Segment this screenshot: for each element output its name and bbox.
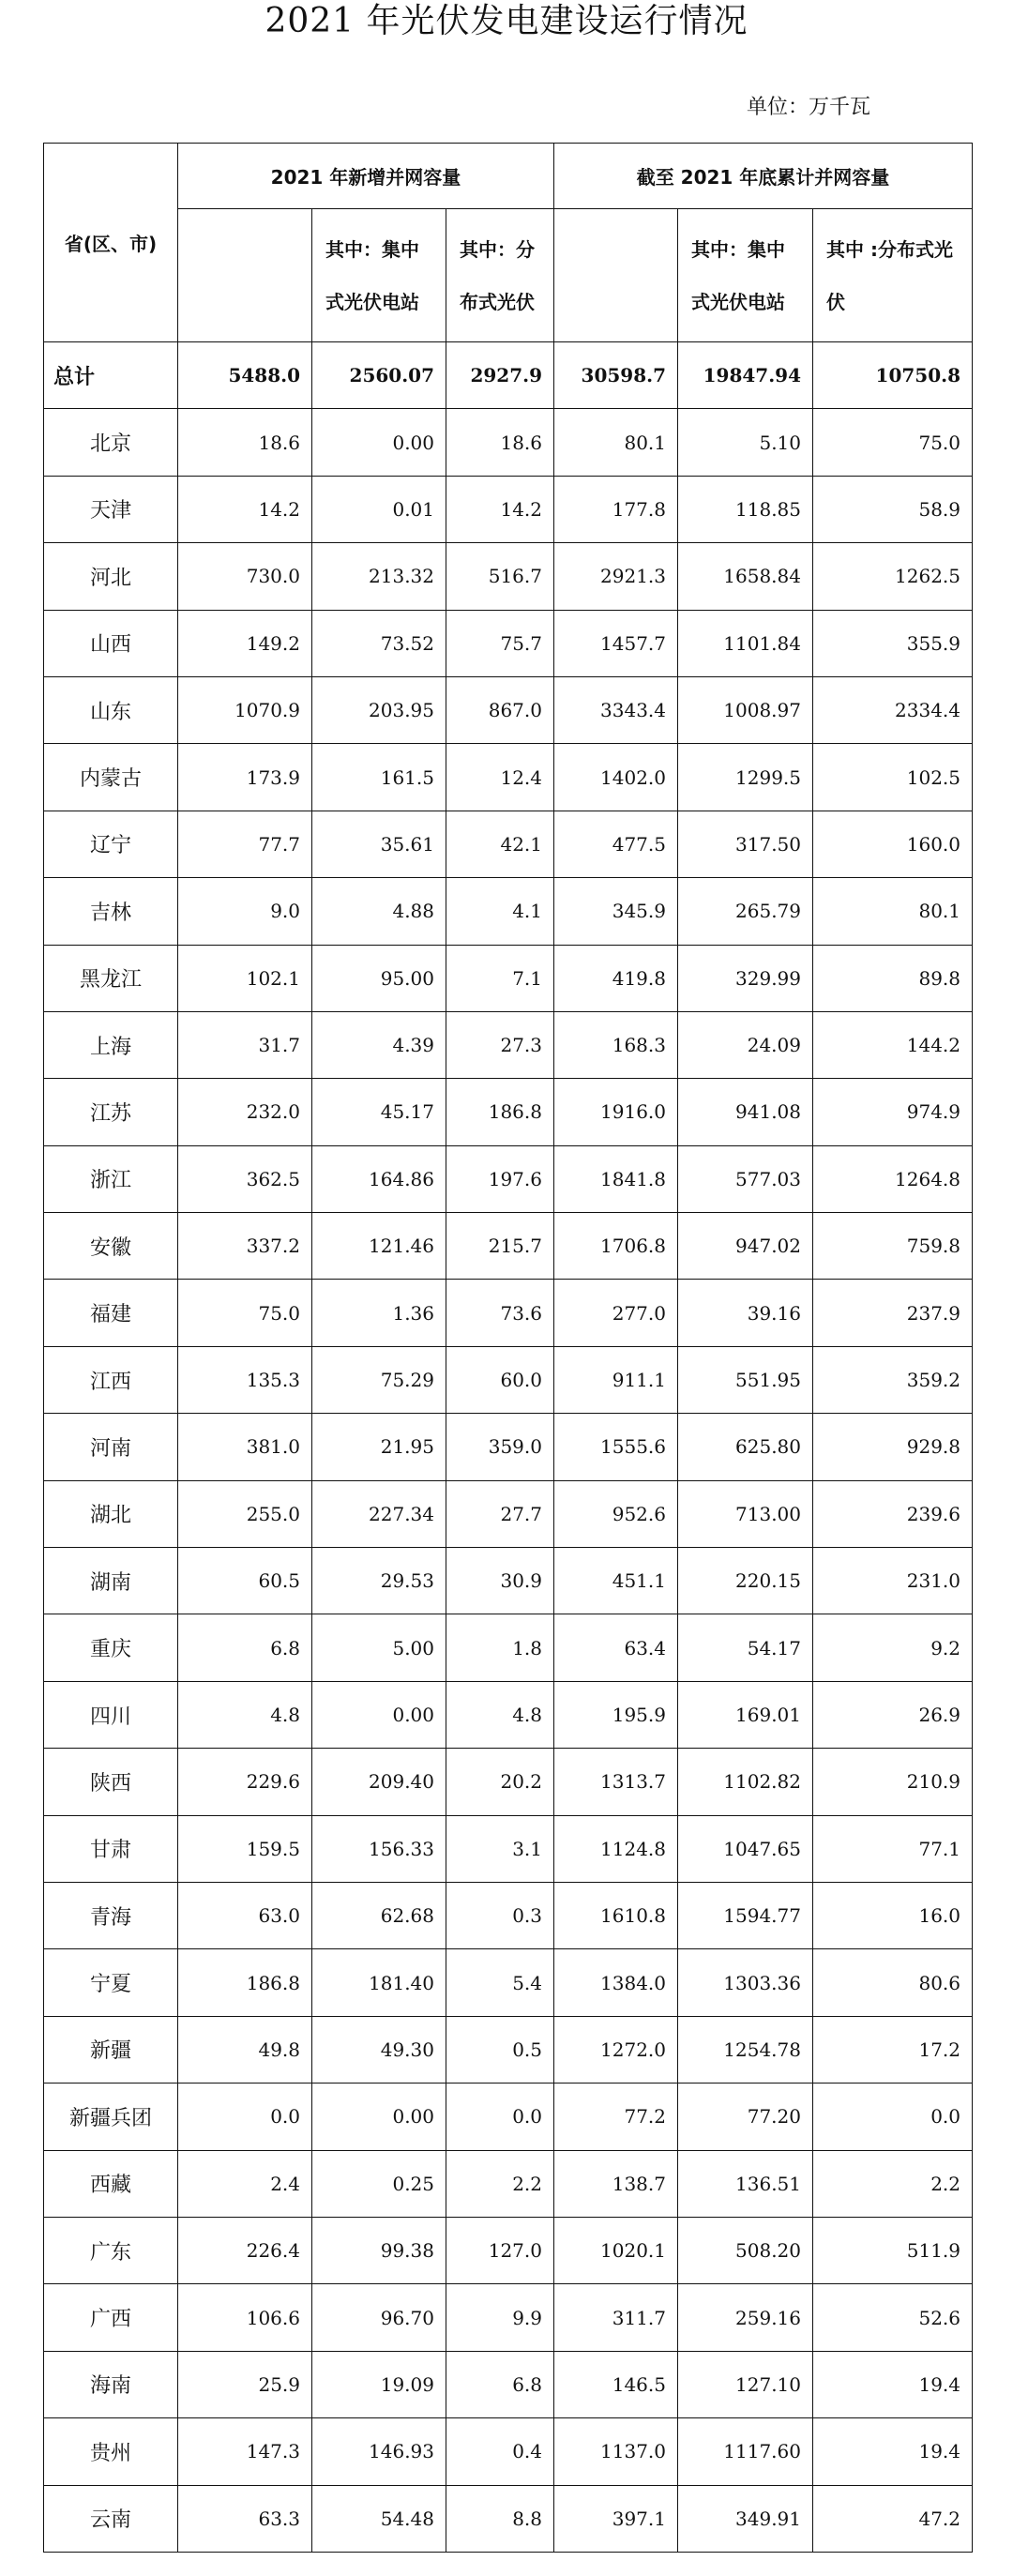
new-total-cell: 255.0: [178, 1480, 312, 1547]
cum-dist-cell: 239.6: [813, 1480, 973, 1547]
cum-dist-cell: 52.6: [813, 2284, 973, 2351]
cum-central-cell: 1594.77: [678, 1882, 813, 1948]
new-total-cell: 9.0: [178, 878, 312, 945]
cum-dist-cell: 974.9: [813, 1079, 973, 1145]
new-dist-cell: 60.0: [446, 1346, 554, 1413]
capacity-table: [43, 143, 973, 2553]
new-central-cell: 0.00: [312, 2084, 446, 2150]
cum-central-cell: 265.79: [678, 878, 813, 945]
new-central-cell: 2560.07: [312, 342, 446, 409]
cumulative-central-header: 其中：集中式光伏电站: [678, 209, 813, 342]
region-name-cell: 黑龙江: [44, 945, 178, 1011]
cum-dist-cell: 102.5: [813, 744, 973, 811]
region-column-header: 省(区、市): [44, 144, 178, 342]
cum-central-cell: 1101.84: [678, 610, 813, 676]
new-total-cell: 730.0: [178, 543, 312, 610]
cum-central-cell: 329.99: [678, 945, 813, 1011]
cum-total-cell: 30598.7: [554, 342, 678, 409]
cum-central-cell: 577.03: [678, 1145, 813, 1212]
table-row: [44, 2418, 973, 2485]
new-dist-cell: 30.9: [446, 1548, 554, 1614]
cum-total-cell: 77.2: [554, 2084, 678, 2150]
region-name-cell: 新疆: [44, 2016, 178, 2083]
cum-total-cell: 397.1: [554, 2485, 678, 2552]
cum-central-cell: 508.20: [678, 2217, 813, 2283]
table-row: [44, 543, 973, 610]
region-name-cell: 吉林: [44, 878, 178, 945]
table-row: [44, 2150, 973, 2217]
cum-total-cell: 1020.1: [554, 2217, 678, 2283]
new-central-cell: 99.38: [312, 2217, 446, 2283]
cum-central-cell: 1254.78: [678, 2016, 813, 2083]
new-dist-cell: 6.8: [446, 2351, 554, 2417]
new-capacity-group-header: 2021 年新增并网容量: [178, 144, 554, 209]
table-row: [44, 476, 973, 542]
new-dist-cell: 12.4: [446, 744, 554, 811]
region-name-cell: 安徽: [44, 1213, 178, 1280]
region-name-cell: 福建: [44, 1280, 178, 1346]
table-row: [44, 1213, 973, 1280]
new-central-cell: 0.01: [312, 476, 446, 542]
cum-central-cell: 317.50: [678, 811, 813, 877]
new-central-cell: 95.00: [312, 945, 446, 1011]
table-row: [44, 1749, 973, 1815]
cum-total-cell: 168.3: [554, 1011, 678, 1078]
region-name-cell: 湖北: [44, 1480, 178, 1547]
new-dist-cell: 4.1: [446, 878, 554, 945]
cum-total-cell: 1137.0: [554, 2418, 678, 2485]
cum-total-cell: 177.8: [554, 476, 678, 542]
new-central-header: 其中：集中式光伏电站: [312, 209, 446, 342]
region-name-cell: 湖南: [44, 1548, 178, 1614]
new-central-cell: 49.30: [312, 2016, 446, 2083]
new-central-cell: 4.88: [312, 878, 446, 945]
new-central-cell: 5.00: [312, 1614, 446, 1681]
cum-central-cell: 551.95: [678, 1346, 813, 1413]
region-name-cell: 北京: [44, 409, 178, 476]
new-total-cell: 18.6: [178, 409, 312, 476]
cum-central-cell: 259.16: [678, 2284, 813, 2351]
new-dist-cell: 516.7: [446, 543, 554, 610]
cum-total-cell: 1841.8: [554, 1145, 678, 1212]
new-dist-cell: 5.4: [446, 1949, 554, 2016]
cum-central-cell: 24.09: [678, 1011, 813, 1078]
new-total-cell: 4.8: [178, 1681, 312, 1748]
region-name-cell: 内蒙古: [44, 744, 178, 811]
table-row: [44, 1480, 973, 1547]
cum-central-cell: 947.02: [678, 1213, 813, 1280]
new-total-cell: 226.4: [178, 2217, 312, 2283]
new-dist-cell: 0.0: [446, 2084, 554, 2150]
table-row: [44, 1346, 973, 1413]
new-dist-cell: 127.0: [446, 2217, 554, 2283]
region-name-cell: 新疆兵团: [44, 2084, 178, 2150]
new-central-cell: 73.52: [312, 610, 446, 676]
region-name-cell: 青海: [44, 1882, 178, 1948]
new-total-cell: 159.5: [178, 1815, 312, 1882]
new-central-cell: 209.40: [312, 1749, 446, 1815]
new-total-cell: 5488.0: [178, 342, 312, 409]
cum-dist-cell: 0.0: [813, 2084, 973, 2150]
total-row: [44, 342, 973, 409]
new-dist-cell: 1.8: [446, 1614, 554, 1681]
cum-dist-cell: 19.4: [813, 2351, 973, 2417]
table-row: [44, 2016, 973, 2083]
cum-total-cell: 345.9: [554, 878, 678, 945]
cum-central-cell: 1303.36: [678, 1949, 813, 2016]
cumulative-distributed-header: 其中 :分布式光伏: [813, 209, 973, 342]
cum-dist-cell: 359.2: [813, 1346, 973, 1413]
cum-total-cell: 1272.0: [554, 2016, 678, 2083]
cum-total-cell: 1916.0: [554, 1079, 678, 1145]
cum-total-cell: 1555.6: [554, 1414, 678, 1480]
cum-central-cell: 127.10: [678, 2351, 813, 2417]
table-row: [44, 2485, 973, 2552]
new-dist-cell: 14.2: [446, 476, 554, 542]
cum-dist-cell: 19.4: [813, 2418, 973, 2485]
cum-dist-cell: 58.9: [813, 476, 973, 542]
new-total-cell: 0.0: [178, 2084, 312, 2150]
new-dist-cell: 8.8: [446, 2485, 554, 2552]
new-dist-cell: 215.7: [446, 1213, 554, 1280]
table-row: [44, 1280, 973, 1346]
table-row: [44, 945, 973, 1011]
region-name-cell: 河北: [44, 543, 178, 610]
new-total-cell: 229.6: [178, 1749, 312, 1815]
cum-dist-cell: 80.1: [813, 878, 973, 945]
cum-total-cell: 63.4: [554, 1614, 678, 1681]
new-distributed-header: 其中：分布式光伏: [446, 209, 554, 342]
region-name-cell: 西藏: [44, 2150, 178, 2217]
table-body: [44, 342, 973, 2553]
cum-total-cell: 2921.3: [554, 543, 678, 610]
new-total-cell: 63.3: [178, 2485, 312, 2552]
new-dist-cell: 9.9: [446, 2284, 554, 2351]
new-total-cell: 381.0: [178, 1414, 312, 1480]
cum-dist-cell: 144.2: [813, 1011, 973, 1078]
new-central-cell: 121.46: [312, 1213, 446, 1280]
new-total-cell: 75.0: [178, 1280, 312, 1346]
new-dist-cell: 18.6: [446, 409, 554, 476]
new-total-cell: 63.0: [178, 1882, 312, 1948]
cum-total-cell: 80.1: [554, 409, 678, 476]
cum-dist-cell: 89.8: [813, 945, 973, 1011]
new-central-cell: 96.70: [312, 2284, 446, 2351]
unit-label: 单位：万千瓦: [747, 96, 871, 119]
cum-dist-cell: 1262.5: [813, 543, 973, 610]
new-central-cell: 0.00: [312, 1681, 446, 1748]
cum-total-cell: 146.5: [554, 2351, 678, 2417]
table-row: [44, 1614, 973, 1681]
cum-dist-cell: 160.0: [813, 811, 973, 877]
new-dist-cell: 2.2: [446, 2150, 554, 2217]
table-row: [44, 1949, 973, 2016]
region-name-cell: 广东: [44, 2217, 178, 2283]
cum-total-cell: 952.6: [554, 1480, 678, 1547]
cum-central-cell: 118.85: [678, 476, 813, 542]
new-central-cell: 181.40: [312, 1949, 446, 2016]
cum-dist-cell: 231.0: [813, 1548, 973, 1614]
cum-central-cell: 1299.5: [678, 744, 813, 811]
cum-dist-cell: 1264.8: [813, 1145, 973, 1212]
cum-total-cell: 277.0: [554, 1280, 678, 1346]
new-central-cell: 213.32: [312, 543, 446, 610]
cum-dist-cell: 26.9: [813, 1681, 973, 1748]
new-central-cell: 0.25: [312, 2150, 446, 2217]
cum-total-cell: 1124.8: [554, 1815, 678, 1882]
cum-dist-cell: 355.9: [813, 610, 973, 676]
region-name-cell: 天津: [44, 476, 178, 542]
new-dist-cell: 0.4: [446, 2418, 554, 2485]
region-name-cell: 重庆: [44, 1614, 178, 1681]
table-row: [44, 1681, 973, 1748]
new-dist-cell: 73.6: [446, 1280, 554, 1346]
table-row: [44, 2084, 973, 2150]
region-name-cell: 山东: [44, 676, 178, 743]
table-row: [44, 1548, 973, 1614]
table-row: [44, 1011, 973, 1078]
new-dist-cell: 2927.9: [446, 342, 554, 409]
table-row: [44, 2284, 973, 2351]
new-total-cell: 2.4: [178, 2150, 312, 2217]
cum-central-cell: 5.10: [678, 409, 813, 476]
cum-dist-cell: 17.2: [813, 2016, 973, 2083]
new-total-cell: 362.5: [178, 1145, 312, 1212]
new-central-cell: 62.68: [312, 1882, 446, 1948]
new-total-cell: 149.2: [178, 610, 312, 676]
table-row: [44, 1882, 973, 1948]
cum-dist-cell: 80.6: [813, 1949, 973, 2016]
region-name-cell: 江西: [44, 1346, 178, 1413]
cum-central-cell: 1117.60: [678, 2418, 813, 2485]
table-row: [44, 1079, 973, 1145]
new-total-cell: 49.8: [178, 2016, 312, 2083]
region-name-cell: 上海: [44, 1011, 178, 1078]
cum-total-cell: 1457.7: [554, 610, 678, 676]
cum-central-cell: 169.01: [678, 1681, 813, 1748]
cum-dist-cell: 75.0: [813, 409, 973, 476]
cumulative-total-header: [554, 209, 678, 342]
region-name-cell: 甘肃: [44, 1815, 178, 1882]
new-dist-cell: 0.3: [446, 1882, 554, 1948]
new-central-cell: 54.48: [312, 2485, 446, 2552]
new-dist-cell: 27.7: [446, 1480, 554, 1547]
cum-central-cell: 39.16: [678, 1280, 813, 1346]
cum-central-cell: 1658.84: [678, 543, 813, 610]
cumulative-capacity-group-header: 截至 2021 年底累计并网容量: [554, 144, 973, 209]
region-name-cell: 总计: [44, 342, 178, 409]
new-dist-cell: 3.1: [446, 1815, 554, 1882]
table-row: [44, 1145, 973, 1212]
new-dist-cell: 867.0: [446, 676, 554, 743]
new-central-cell: 4.39: [312, 1011, 446, 1078]
new-central-cell: 29.53: [312, 1548, 446, 1614]
region-name-cell: 辽宁: [44, 811, 178, 877]
cum-central-cell: 136.51: [678, 2150, 813, 2217]
cum-total-cell: 1402.0: [554, 744, 678, 811]
new-total-cell: 186.8: [178, 1949, 312, 2016]
region-name-cell: 广西: [44, 2284, 178, 2351]
table-row: [44, 878, 973, 945]
table-row: [44, 2217, 973, 2283]
new-total-cell: 77.7: [178, 811, 312, 877]
region-name-cell: 河南: [44, 1414, 178, 1480]
new-total-cell: 102.1: [178, 945, 312, 1011]
new-dist-cell: 359.0: [446, 1414, 554, 1480]
table-row: [44, 610, 973, 676]
new-central-cell: 45.17: [312, 1079, 446, 1145]
region-name-cell: 四川: [44, 1681, 178, 1748]
cum-total-cell: 3343.4: [554, 676, 678, 743]
cum-total-cell: 1313.7: [554, 1749, 678, 1815]
new-total-cell: 232.0: [178, 1079, 312, 1145]
new-central-cell: 227.34: [312, 1480, 446, 1547]
cum-dist-cell: 237.9: [813, 1280, 973, 1346]
cum-central-cell: 54.17: [678, 1614, 813, 1681]
cum-total-cell: 911.1: [554, 1346, 678, 1413]
cum-dist-cell: 16.0: [813, 1882, 973, 1948]
new-total-cell: 173.9: [178, 744, 312, 811]
table-row: [44, 676, 973, 743]
cum-dist-cell: 210.9: [813, 1749, 973, 1815]
cum-central-cell: 713.00: [678, 1480, 813, 1547]
new-total-cell: 147.3: [178, 2418, 312, 2485]
new-total-cell: 106.6: [178, 2284, 312, 2351]
cum-total-cell: 195.9: [554, 1681, 678, 1748]
region-name-cell: 海南: [44, 2351, 178, 2417]
region-name-cell: 贵州: [44, 2418, 178, 2485]
cum-total-cell: 1384.0: [554, 1949, 678, 2016]
cum-total-cell: 1706.8: [554, 1213, 678, 1280]
new-central-cell: 164.86: [312, 1145, 446, 1212]
new-total-cell: 31.7: [178, 1011, 312, 1078]
cum-central-cell: 1008.97: [678, 676, 813, 743]
new-dist-cell: 4.8: [446, 1681, 554, 1748]
cum-dist-cell: 759.8: [813, 1213, 973, 1280]
cum-central-cell: 625.80: [678, 1414, 813, 1480]
region-name-cell: 陕西: [44, 1749, 178, 1815]
new-central-cell: 35.61: [312, 811, 446, 877]
new-dist-cell: 27.3: [446, 1011, 554, 1078]
new-dist-cell: 7.1: [446, 945, 554, 1011]
new-total-cell: 337.2: [178, 1213, 312, 1280]
new-dist-cell: 186.8: [446, 1079, 554, 1145]
cum-dist-cell: 47.2: [813, 2485, 973, 2552]
cum-dist-cell: 929.8: [813, 1414, 973, 1480]
cum-total-cell: 138.7: [554, 2150, 678, 2217]
new-central-cell: 1.36: [312, 1280, 446, 1346]
table-header: [44, 144, 973, 342]
new-central-cell: 146.93: [312, 2418, 446, 2485]
new-central-cell: 203.95: [312, 676, 446, 743]
new-central-cell: 0.00: [312, 409, 446, 476]
cum-total-cell: 419.8: [554, 945, 678, 1011]
new-total-header: [178, 209, 312, 342]
cum-dist-cell: 2334.4: [813, 676, 973, 743]
cum-dist-cell: 2.2: [813, 2150, 973, 2217]
table-row: [44, 744, 973, 811]
cum-dist-cell: 77.1: [813, 1815, 973, 1882]
cum-total-cell: 451.1: [554, 1548, 678, 1614]
region-name-cell: 山西: [44, 610, 178, 676]
new-total-cell: 60.5: [178, 1548, 312, 1614]
new-total-cell: 6.8: [178, 1614, 312, 1681]
new-dist-cell: 75.7: [446, 610, 554, 676]
table-row: [44, 1815, 973, 1882]
cum-central-cell: 1102.82: [678, 1749, 813, 1815]
cum-central-cell: 19847.94: [678, 342, 813, 409]
page-title: 2021 年光伏发电建设运行情况: [265, 2, 748, 40]
new-dist-cell: 42.1: [446, 811, 554, 877]
new-central-cell: 156.33: [312, 1815, 446, 1882]
region-name-cell: 江苏: [44, 1079, 178, 1145]
cum-central-cell: 349.91: [678, 2485, 813, 2552]
cum-dist-cell: 511.9: [813, 2217, 973, 2283]
cum-total-cell: 311.7: [554, 2284, 678, 2351]
cum-central-cell: 220.15: [678, 1548, 813, 1614]
table-row: [44, 2351, 973, 2417]
cum-central-cell: 941.08: [678, 1079, 813, 1145]
new-dist-cell: 0.5: [446, 2016, 554, 2083]
cum-total-cell: 1610.8: [554, 1882, 678, 1948]
cum-central-cell: 1047.65: [678, 1815, 813, 1882]
region-name-cell: 宁夏: [44, 1949, 178, 2016]
region-name-cell: 浙江: [44, 1145, 178, 1212]
new-total-cell: 25.9: [178, 2351, 312, 2417]
region-name-cell: 云南: [44, 2485, 178, 2552]
cum-dist-cell: 9.2: [813, 1614, 973, 1681]
new-central-cell: 161.5: [312, 744, 446, 811]
new-total-cell: 135.3: [178, 1346, 312, 1413]
cum-dist-cell: 10750.8: [813, 342, 973, 409]
new-dist-cell: 197.6: [446, 1145, 554, 1212]
cum-total-cell: 477.5: [554, 811, 678, 877]
new-total-cell: 1070.9: [178, 676, 312, 743]
new-central-cell: 21.95: [312, 1414, 446, 1480]
new-central-cell: 75.29: [312, 1346, 446, 1413]
new-dist-cell: 20.2: [446, 1749, 554, 1815]
cum-central-cell: 77.20: [678, 2084, 813, 2150]
table-row: [44, 811, 973, 877]
new-central-cell: 19.09: [312, 2351, 446, 2417]
table-row: [44, 1414, 973, 1480]
new-total-cell: 14.2: [178, 476, 312, 542]
table-row: [44, 409, 973, 476]
